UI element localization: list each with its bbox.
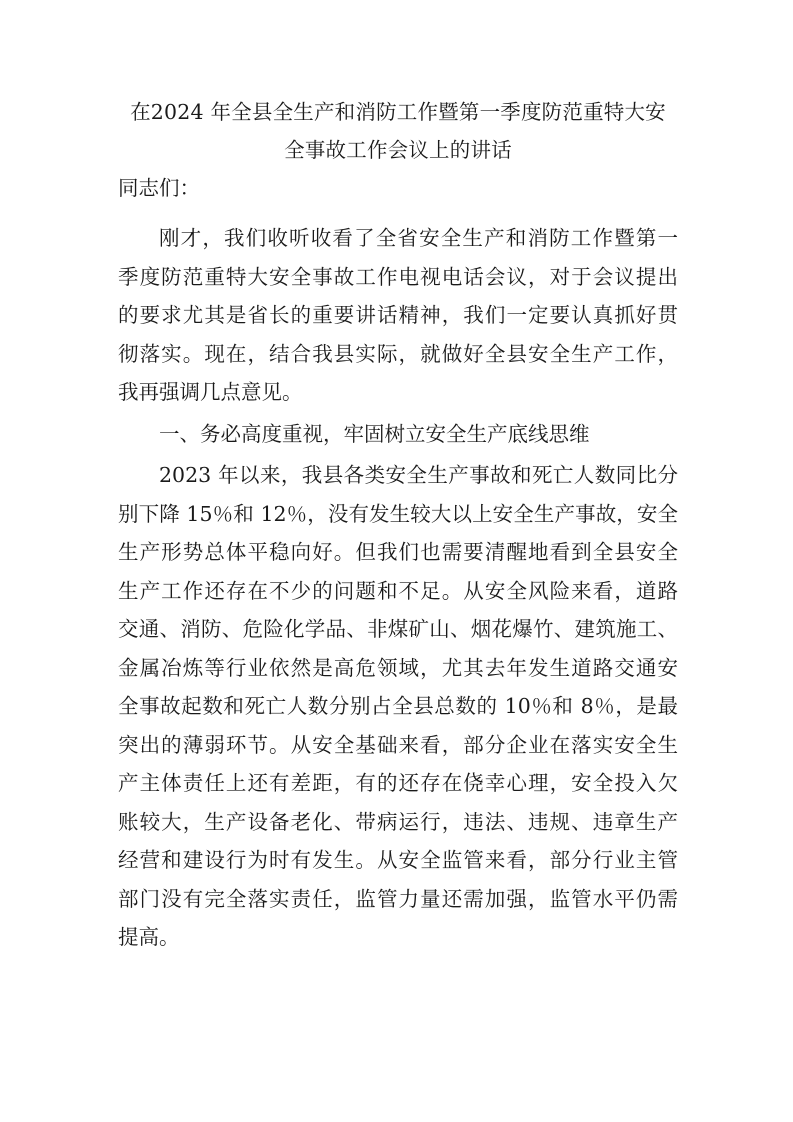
paragraph-line: 我再强调几点意见。 xyxy=(118,380,303,404)
paragraph-line: 部门没有完全落实责任，监管力量还需加强，监管水平仍需 xyxy=(118,886,678,911)
paragraph-line: 的要求尤其是省长的重要讲话精神，我们一定要认真抓好贯 xyxy=(118,303,678,327)
paragraph-line: 账较大，生产设备老化、带病运行，违法、违规、违章生产 xyxy=(118,809,678,834)
paragraph-line: 2023 年以来，我县各类安全生产事故和死亡人数同比分 xyxy=(159,463,678,487)
title-line-2: 全事故工作会议上的讲话 xyxy=(284,138,512,162)
paragraph-line: 金属冶炼等行业依然是高危领域，尤其去年发生道路交通安 xyxy=(118,655,678,680)
paragraph-line: 生产工作还存在不少的问题和不足。从安全风险来看，道路 xyxy=(118,578,678,603)
section-heading-1: 一、务必高度重视，牢固树立安全生产底线思维 xyxy=(159,421,590,446)
salutation: 同志们： xyxy=(118,176,200,200)
paragraph-line: 经营和建设行为时有发生。从安全监管来看，部分行业主管 xyxy=(118,848,678,872)
paragraph-line: 交通、消防、危险化学品、非煤矿山、烟花爆竹、建筑施工、 xyxy=(118,617,678,641)
paragraph-line: 提高。 xyxy=(118,925,180,949)
paragraph-line: 突出的薄弱环节。从安全基础来看，部分企业在落实安全生 xyxy=(118,732,678,757)
paragraph-section-1 xyxy=(118,456,678,957)
paragraph-line: 季度防范重特大安全事故工作电视电话会议，对于会议提出 xyxy=(118,264,678,289)
paragraph-line: 别下降 15％和 12％，没有发生较大以上安全生产事故，安全 xyxy=(118,501,678,526)
paragraph-opening xyxy=(118,219,678,412)
paragraph-line: 彻落实。现在，结合我县实际，就做好全县安全生产工作， xyxy=(118,341,678,366)
paragraph-line: 生产形势总体平稳向好。但我们也需要清醒地看到全县安全 xyxy=(118,540,678,564)
document-body xyxy=(118,93,678,957)
title-line-1: 在2024 年全县全生产和消防工作暨第一季度防范重特大安 xyxy=(130,100,666,124)
paragraph-line: 全事故起数和死亡人数分别占全县总数的 10％和 8％，是最 xyxy=(118,694,678,718)
document-title xyxy=(118,93,678,169)
paragraph-line: 刚才，我们收听收看了全省安全生产和消防工作暨第一 xyxy=(159,226,678,250)
paragraph-line: 产主体责任上还有差距，有的还存在侥幸心理，安全投入欠 xyxy=(118,771,678,795)
